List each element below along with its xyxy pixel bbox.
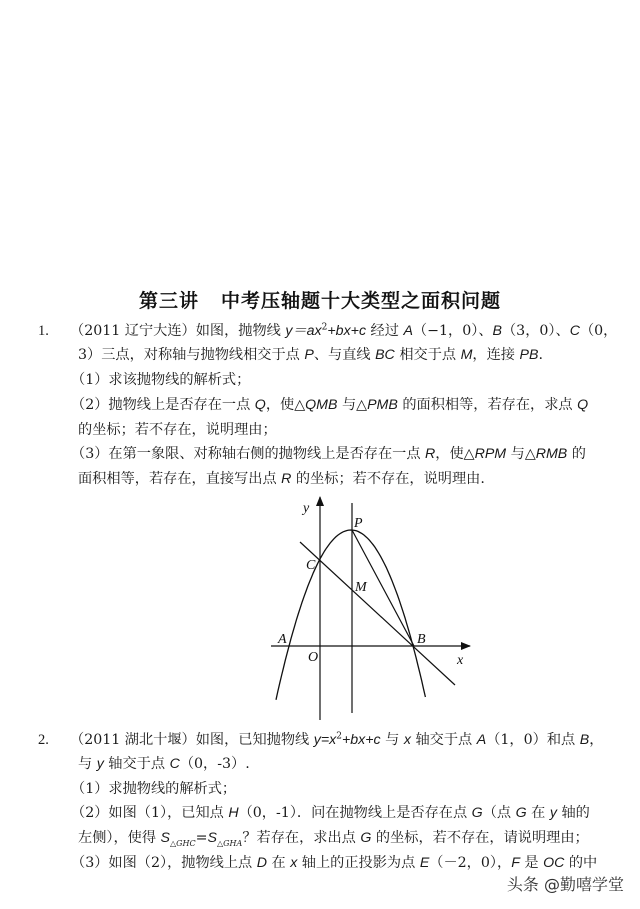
label-c: C xyxy=(306,558,316,573)
line-bc xyxy=(300,542,455,685)
question-2: （2）抛物线上是否存在一点 Q，使△QMB 与△PMB 的面积相等，若存在，求点 Q xyxy=(71,397,589,413)
problem-number: 1. xyxy=(38,323,49,339)
lecture-topic: 中考压轴题十大类型之面积问题 xyxy=(221,290,502,312)
label-x: x xyxy=(457,653,464,668)
question-2: （2）如图（1），已知点 H（0，-1）．问在抛物线上是否存在点 G（点 G 在 y 轴的 xyxy=(71,805,590,821)
problem-line: （2011 湖北十堰）如图，已知抛物线 $y=x^2+bx+c$ 与 x 轴交于点 A（1，0）和点 B， xyxy=(70,731,604,748)
parabola-curve xyxy=(276,530,425,700)
problem-line: 3）三点，对称轴与抛物线相交于点 P、与直线 BC 相交于点 M，连接 PB. xyxy=(78,347,543,363)
question-1: （1）求该抛物线的解析式； xyxy=(71,372,251,388)
problem-line: 与 y 轴交于点 C（0，-3）. xyxy=(78,756,250,772)
label-m: M xyxy=(355,580,367,595)
lecture-number: 第三讲 xyxy=(138,290,199,312)
label-o: O xyxy=(308,650,319,665)
problem-number: 2. xyxy=(38,732,49,748)
question-1: （1）求抛物线的解析式； xyxy=(71,781,237,797)
watermark: 头条 @勤嘻学堂 xyxy=(506,875,624,894)
question-3-cont: 面积相等，若存在，直接写出点 R 的坐标；若不存在，说明理由. xyxy=(78,471,485,487)
label-b: B xyxy=(417,632,426,647)
question-3: （3）在第一象限、对称轴右侧的抛物线上是否存在一点 R，使△RPM 与△RMB 的 xyxy=(71,446,586,462)
label-y: y xyxy=(303,501,310,516)
label-a: A xyxy=(278,632,287,647)
label-p: P xyxy=(354,516,363,531)
problem-line: （2011 辽宁大连）如图，抛物线 $y=ax^2+bx+c$ 经过 A（−1，0）、B（3，0）、C（0， xyxy=(70,322,618,339)
question-2-cont: 的坐标；若不存在，说明理由； xyxy=(78,422,277,438)
question-3: （3）如图（2），抛物线上点 D 在 x 轴上的正投影为点 E（－2，0），F 是 OC 的中 xyxy=(71,855,598,871)
question-2-cont: 左侧），使得 $S_{\triangle GHC}=S_{\triangle GHA}$？若存在，求出点 G 的坐标，若不存在，请说明理由； xyxy=(78,830,589,848)
